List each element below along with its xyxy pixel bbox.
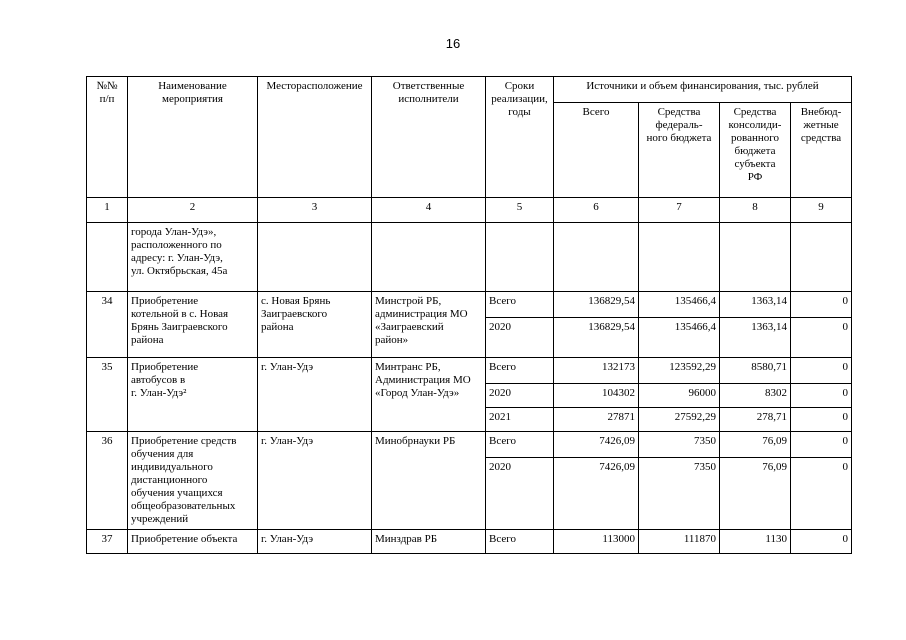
row-term: 2020: [486, 318, 554, 358]
table-row: [87, 530, 852, 554]
row-name: Приобретение котельной в с. Новая Брянь Заиграевского района: [128, 292, 258, 358]
header-name: Наименование мероприятия: [128, 77, 258, 198]
row-extra: 0: [791, 318, 852, 358]
row-extra: 0: [791, 358, 852, 384]
row-number: 34: [87, 292, 128, 358]
row-total: 7426,09: [554, 458, 639, 530]
header-terms: Сроки реализации, годы: [486, 77, 554, 198]
row-name: Приобретение объекта: [128, 530, 258, 554]
table-row: [87, 432, 852, 458]
row-total: 113000: [554, 530, 639, 554]
column-number: 2: [128, 198, 258, 223]
row-total: 136829,54: [554, 318, 639, 358]
row-name: Приобретение средств обучения для индивидуального дистанционного обучения учащихся общеобразовательных учреждений: [128, 432, 258, 530]
row-consolidated: 1363,14: [720, 318, 791, 358]
column-number: 3: [258, 198, 372, 223]
row-term: Всего: [486, 292, 554, 318]
row-federal: 7350: [639, 432, 720, 458]
row-total: 7426,09: [554, 432, 639, 458]
financing-table: [86, 76, 852, 554]
row-location: г. Улан-Удэ: [258, 530, 372, 554]
header-number: №№ п/п: [87, 77, 128, 198]
header-location: Месторасположение: [258, 77, 372, 198]
column-number: 8: [720, 198, 791, 223]
row-term: 2020: [486, 458, 554, 530]
row-federal: 111870: [639, 530, 720, 554]
column-number: 6: [554, 198, 639, 223]
column-number: 9: [791, 198, 852, 223]
header-federal: Средства федераль- ного бюджета: [639, 103, 720, 198]
row-extra: 0: [791, 384, 852, 408]
table-row: [87, 292, 852, 318]
row-executors: Минстрой РБ, администрация МО «Заиграевский район»: [372, 292, 486, 358]
row-total: 132173: [554, 358, 639, 384]
row-total: 27871: [554, 408, 639, 432]
header-executors: Ответственные исполнители: [372, 77, 486, 198]
row-federal: 27592,29: [639, 408, 720, 432]
column-number: 1: [87, 198, 128, 223]
row-number: 36: [87, 432, 128, 530]
row-extra: 0: [791, 408, 852, 432]
row-consolidated: 278,71: [720, 408, 791, 432]
row-term: 2020: [486, 384, 554, 408]
row-federal: 96000: [639, 384, 720, 408]
table-row-continuation: [87, 223, 852, 292]
row-term: Всего: [486, 530, 554, 554]
page-number: 16: [445, 36, 461, 51]
row-executors: Минобрнауки РБ: [372, 432, 486, 530]
row-federal: 135466,4: [639, 292, 720, 318]
row-consolidated: 1363,14: [720, 292, 791, 318]
column-number: 7: [639, 198, 720, 223]
row-executors: Минтранс РБ, Администрация МО «Город Улан-Удэ»: [372, 358, 486, 432]
row-federal: 135466,4: [639, 318, 720, 358]
table-row: [87, 358, 852, 384]
row-term: Всего: [486, 358, 554, 384]
row-executors: Минздрав РБ: [372, 530, 486, 554]
row-extra: 0: [791, 530, 852, 554]
column-number: 4: [372, 198, 486, 223]
row-name: города Улан-Удэ», расположенного по адресу: г. Улан-Удэ, ул. Октябрьская, 45а: [128, 223, 258, 292]
header-total: Всего: [554, 103, 639, 198]
header-sources: Источники и объем финансирования, тыс. рублей: [554, 77, 852, 103]
row-consolidated: 76,09: [720, 432, 791, 458]
row-federal: 123592,29: [639, 358, 720, 384]
row-name: Приобретение автобусов в г. Улан-Удэ²: [128, 358, 258, 432]
row-extra: 0: [791, 432, 852, 458]
row-extra: 0: [791, 458, 852, 530]
row-location: г. Улан-Удэ: [258, 358, 372, 432]
column-numbers-row: [87, 198, 852, 223]
header-consolidated: Средства консолиди- рованного бюджета субъекта РФ: [720, 103, 791, 198]
row-location: с. Новая Брянь Заиграевского района: [258, 292, 372, 358]
row-total: 136829,54: [554, 292, 639, 318]
row-location: г. Улан-Удэ: [258, 432, 372, 530]
row-term: 2021: [486, 408, 554, 432]
row-number: 37: [87, 530, 128, 554]
row-term: Всего: [486, 432, 554, 458]
header-extra: Внебюд- жетные средства: [791, 103, 852, 198]
row-number: 35: [87, 358, 128, 432]
column-number: 5: [486, 198, 554, 223]
row-federal: 7350: [639, 458, 720, 530]
row-consolidated: 1130: [720, 530, 791, 554]
row-total: 104302: [554, 384, 639, 408]
row-consolidated: 76,09: [720, 458, 791, 530]
row-extra: 0: [791, 292, 852, 318]
row-consolidated: 8302: [720, 384, 791, 408]
row-consolidated: 8580,71: [720, 358, 791, 384]
